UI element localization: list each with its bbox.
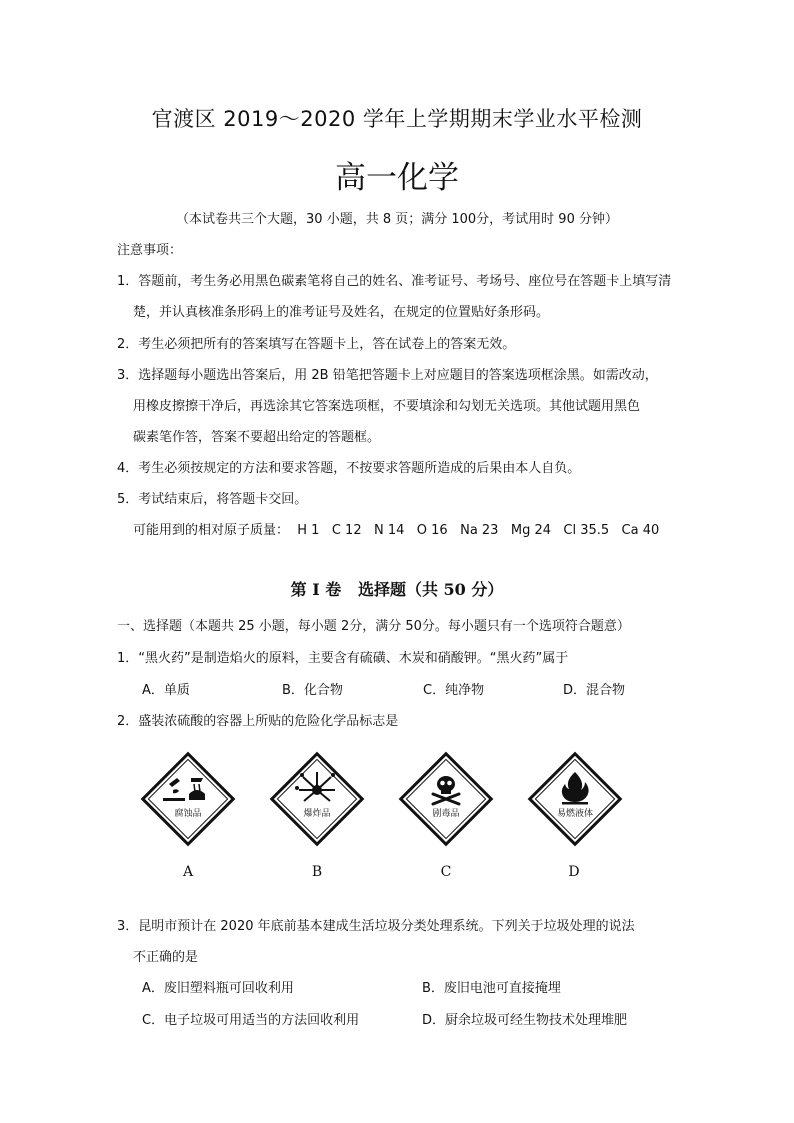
notes-heading: 注意事项： [117, 243, 183, 258]
note-1-line-1: 1．答题前，考生务必用黑色碳素笔将自己的姓名、准考证号、考场号、座位号在答题卡上填写清 [117, 274, 672, 289]
section-title: 第 I 卷 选择题（共 50 分） [290, 580, 504, 599]
question-2-stem: 2．盛装浓硫酸的容器上所贴的危险化学品标志是 [117, 714, 399, 729]
note-5: 5．考试结束后，将答题卡交回。 [117, 492, 308, 507]
hazard-sign-explosive [262, 744, 372, 854]
question-3-stem-line-2: 不正确的是 [133, 950, 199, 965]
question-1-option-b: B．化合物 [282, 683, 343, 698]
exam-title: 官渡区 2019～2020 学年上学期期末学业水平检测 [151, 107, 643, 131]
flammable-flame-icon [520, 744, 630, 854]
question-1-stem: 1．“黑火药”是制造焰火的原料，主要含有硫磺、木炭和硝酸钾。“黑火药”属于 [117, 651, 569, 666]
sign-label-b: 爆炸品 [303, 809, 331, 819]
hazard-sign-flammable [520, 744, 630, 854]
question-2-option-d: D [568, 864, 580, 880]
question-3-option-c: C．电子垃圾可用适当的方法回收利用 [142, 1013, 360, 1028]
question-3-option-d: D．厨余垃圾可经生物技术处理堆肥 [422, 1013, 628, 1028]
toxic-skull-icon [391, 744, 501, 854]
question-3-stem-line-1: 3．昆明市预计在 2020 年底前基本建成生活垃圾分类处理系统。下列关于垃圾处理的说法 [117, 919, 635, 934]
exam-subject: 高一化学 [335, 160, 459, 196]
corrosive-icon [133, 744, 243, 854]
sign-label-c: 剧毒品 [432, 809, 460, 819]
question-2-option-c: C [440, 864, 452, 880]
question-3-option-b: B．废旧电池可直接掩埋 [422, 981, 561, 996]
hazard-sign-toxic [391, 744, 501, 854]
note-3-line-2: 用橡皮擦擦干净后，再选涂其它答案选项框，不要填涂和勾划无关选项。其他试题用黑色 [133, 399, 641, 414]
sign-label-a: 腐蚀品 [174, 809, 202, 819]
question-1-option-c: C．纯净物 [423, 683, 485, 698]
section-instruction: 一、选择题（本题共 25 小题，每小题 2分，满分 50分。每小题只有一个选项符合题意） [117, 619, 630, 634]
question-2-option-b: B [311, 864, 323, 880]
sign-label-d: 易燃液体 [556, 809, 594, 819]
question-2-option-a: A [182, 864, 194, 880]
note-3-line-1: 3．选择题每小题选出答案后，用 2B 铅笔把答题卡上对应题目的答案选项框涂黑。如需改动， [117, 368, 658, 383]
explosive-icon [262, 744, 372, 854]
question-3-option-a: A．废旧塑料瓶可回收利用 [142, 981, 294, 996]
note-2: 2．考生必须把所有的答案填写在答题卡上，答在试卷上的答案无效。 [117, 337, 516, 352]
note-1-line-2: 楚，并认真核准条形码上的准考证号及姓名，在规定的位置贴好条形码。 [133, 305, 550, 320]
exam-info: （本试卷共三个大题，30 小题，共 8 页；满分 100分，考试用时 90 分钟） [176, 212, 618, 227]
atomic-masses: 可能用到的相对原子质量： H 1 C 12 N 14 O 16 Na 23 Mg 24 Cl 35.5 Ca 40 [133, 523, 660, 538]
note-3-line-3: 碳素笔作答，答案不要超出给定的答题框。 [133, 430, 381, 445]
hazard-sign-corrosive [133, 744, 243, 854]
note-4: 4．考生必须按规定的方法和要求答题，不按要求答题所造成的后果由本人自负。 [117, 461, 581, 476]
question-1-option-d: D．混合物 [563, 683, 626, 698]
question-1-option-a: A．单质 [142, 683, 190, 698]
